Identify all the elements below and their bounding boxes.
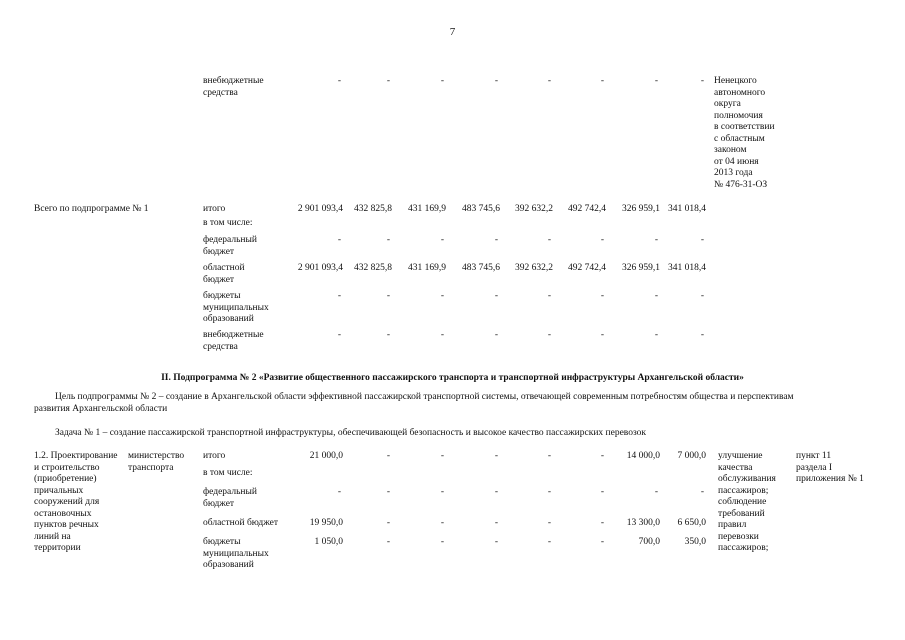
total-value-col-6: - xyxy=(600,330,604,340)
item-value-col-2: - xyxy=(386,537,390,547)
note-line: автономного xyxy=(714,87,766,98)
result-line: соблюдение xyxy=(718,497,767,507)
total-value-col-5: 392 632,2 xyxy=(515,263,553,273)
total-value-col-6: - xyxy=(600,291,604,301)
total-value-col-5: - xyxy=(547,235,551,245)
result-line: улучшение xyxy=(718,451,763,461)
total-value-col-5: 392 632,2 xyxy=(515,204,553,214)
funding-source-label: средства xyxy=(203,341,238,352)
total-value-col-7: - xyxy=(654,330,658,340)
note-line: от 04 июня xyxy=(714,156,759,167)
total-value-col-4: - xyxy=(494,330,498,340)
item-value-col-2: - xyxy=(386,451,390,461)
extrabudget-value-col-5: - xyxy=(547,76,551,86)
reference-line: пункт 11 xyxy=(796,451,832,461)
item-value-col-7: 14 000,0 xyxy=(626,451,660,461)
reference-line: приложения № 1 xyxy=(796,474,864,484)
total-value-col-8: - xyxy=(700,291,704,301)
funding-source-label: федеральный xyxy=(203,487,257,497)
total-value-col-8: 341 018,4 xyxy=(668,263,706,273)
note-line: Ненецкого xyxy=(714,76,757,86)
total-value-col-3: - xyxy=(440,330,444,340)
total-value-col-6: 492 742,4 xyxy=(568,204,606,214)
page-number: 7 xyxy=(449,26,456,38)
total-value-col-2: 432 825,8 xyxy=(354,204,392,214)
item-value-col-6: - xyxy=(600,487,604,497)
result-line: требований xyxy=(718,508,765,519)
item-value-col-3: - xyxy=(440,451,444,461)
funding-source-label: образований xyxy=(203,314,254,324)
item-name-line: остановочных xyxy=(34,508,92,519)
result-line: обслуживания xyxy=(718,474,776,484)
total-label: Всего по подпрограмме № 1 xyxy=(34,204,149,214)
funding-source-label: итого xyxy=(203,204,226,214)
item-value-col-6: - xyxy=(600,537,604,547)
item-value-col-7: - xyxy=(654,487,658,497)
executor-line: министерство xyxy=(128,451,185,461)
section-2-title: II. Подпрограмма № 2 «Развитие общественного пассажирского транспорта и транспортной инфраструктуры Архангельской области» xyxy=(161,373,744,383)
reference-line: раздела I xyxy=(796,462,833,473)
total-value-col-8: 341 018,4 xyxy=(668,204,706,214)
funding-source-label: внебюджетные xyxy=(203,330,264,340)
extrabudget-value-col-2: - xyxy=(386,76,390,86)
total-value-col-6: - xyxy=(600,235,604,245)
item-name-line: (приобретение) xyxy=(34,474,97,484)
item-value-col-8: - xyxy=(700,487,704,497)
funding-source-label: средства xyxy=(203,87,238,98)
extrabudget-value-col-6: - xyxy=(600,76,604,86)
item-value-col-8: 7 000,0 xyxy=(677,451,706,461)
total-value-col-5: - xyxy=(547,330,551,340)
total-value-col-3: 431 169,9 xyxy=(408,263,446,273)
total-value-col-5: - xyxy=(547,291,551,301)
extrabudget-value-col-1: - xyxy=(337,76,341,86)
total-value-col-4: 483 745,6 xyxy=(462,204,500,214)
item-value-col-7: 13 300,0 xyxy=(626,518,660,528)
item-value-col-3: - xyxy=(440,487,444,497)
result-line: перевозки xyxy=(718,531,759,542)
funding-source-label: итого xyxy=(203,451,226,461)
item-value-col-3: - xyxy=(440,518,444,528)
total-value-col-2: 432 825,8 xyxy=(354,263,392,273)
total-value-col-1: 2 901 093,4 xyxy=(297,263,343,273)
funding-source-label: внебюджетные xyxy=(203,76,264,86)
total-value-col-2: - xyxy=(386,291,390,301)
item-value-col-2: - xyxy=(386,518,390,528)
note-line: с областным xyxy=(714,133,765,144)
item-name-line: сооружений для xyxy=(34,497,100,507)
note-line: в соответствии xyxy=(714,122,775,132)
total-value-col-3: - xyxy=(440,291,444,301)
item-value-col-8: 350,0 xyxy=(684,537,706,547)
total-value-col-8: - xyxy=(700,235,704,245)
extrabudget-value-col-7: - xyxy=(654,76,658,86)
total-value-col-2: - xyxy=(386,330,390,340)
item-value-col-6: - xyxy=(600,518,604,528)
extrabudget-value-col-8: - xyxy=(700,76,704,86)
item-value-col-6: - xyxy=(600,451,604,461)
total-value-col-4: - xyxy=(494,235,498,245)
item-name-line: 1.2. Проектирование xyxy=(34,451,118,461)
total-value-col-4: - xyxy=(494,291,498,301)
item-value-col-5: - xyxy=(547,487,551,497)
funding-source-label: областной бюджет xyxy=(203,518,279,528)
goal-line-2: развития Архангельской области xyxy=(34,404,168,414)
total-value-col-6: 492 742,4 xyxy=(568,263,606,273)
note-line: № 476-31-ОЗ xyxy=(714,179,768,190)
item-name-line: пунктов речных xyxy=(34,520,99,530)
total-value-col-7: 326 959,1 xyxy=(622,204,660,214)
item-value-col-5: - xyxy=(547,518,551,528)
funding-source-label: бюджет xyxy=(203,498,235,509)
total-value-col-7: - xyxy=(654,291,658,301)
note-line: полномочия xyxy=(714,110,763,121)
item-value-col-1: - xyxy=(337,487,341,497)
funding-source-label: в том числе: xyxy=(203,218,253,228)
result-line: качества xyxy=(718,462,753,473)
item-value-col-3: - xyxy=(440,537,444,547)
funding-source-label: образований xyxy=(203,560,254,570)
result-line: правил xyxy=(718,520,747,530)
item-name-line: линий на xyxy=(34,531,71,542)
item-value-col-4: - xyxy=(494,537,498,547)
item-value-col-1: 21 000,0 xyxy=(309,451,343,461)
task-1: Задача № 1 – создание пассажирской транспортной инфраструктуры, обеспечивающей безопасность и высокое качество пассажирских перевозок xyxy=(55,428,647,438)
total-value-col-3: 431 169,9 xyxy=(408,204,446,214)
funding-source-label: в том числе: xyxy=(203,468,253,478)
item-value-col-7: 700,0 xyxy=(638,537,660,547)
item-value-col-5: - xyxy=(547,537,551,547)
total-value-col-1: - xyxy=(337,291,341,301)
item-value-col-8: 6 650,0 xyxy=(677,518,706,528)
item-value-col-1: 1 050,0 xyxy=(314,537,343,547)
extrabudget-value-col-3: - xyxy=(440,76,444,86)
total-value-col-4: 483 745,6 xyxy=(462,263,500,273)
total-value-col-7: - xyxy=(654,235,658,245)
item-name-line: территории xyxy=(34,543,81,553)
funding-source-label: муниципальных xyxy=(203,302,269,313)
funding-source-label: бюджеты xyxy=(203,537,241,547)
item-name-line: причальных xyxy=(34,485,84,496)
total-value-col-3: - xyxy=(440,235,444,245)
total-value-col-1: - xyxy=(337,235,341,245)
total-value-col-7: 326 959,1 xyxy=(622,263,660,273)
note-line: законом xyxy=(714,145,747,155)
goal-line-1: Цель подпрограммы № 2 – создание в Архангельской области эффективной пассажирской транспортной системы, отвечающей современным потребностям общества и перспективам xyxy=(55,392,794,402)
item-name-line: и строительство xyxy=(34,462,100,473)
funding-source-label: бюджеты xyxy=(203,291,241,301)
item-value-col-5: - xyxy=(547,451,551,461)
funding-source-label: бюджет xyxy=(203,274,235,285)
funding-source-label: муниципальных xyxy=(203,548,269,559)
total-value-col-1: - xyxy=(337,330,341,340)
total-value-col-2: - xyxy=(386,235,390,245)
result-line: пассажиров; xyxy=(718,543,769,553)
executor-line: транспорта xyxy=(128,462,174,473)
total-value-col-8: - xyxy=(700,330,704,340)
funding-source-label: областной xyxy=(203,263,245,273)
item-value-col-1: 19 950,0 xyxy=(309,518,343,528)
item-value-col-4: - xyxy=(494,518,498,528)
item-value-col-4: - xyxy=(494,487,498,497)
note-line: округа xyxy=(714,99,741,109)
extrabudget-value-col-4: - xyxy=(494,76,498,86)
funding-source-label: федеральный xyxy=(203,235,257,245)
note-line: 2013 года xyxy=(714,168,753,178)
item-value-col-2: - xyxy=(386,487,390,497)
result-line: пассажиров; xyxy=(718,485,769,496)
item-value-col-4: - xyxy=(494,451,498,461)
total-value-col-1: 2 901 093,4 xyxy=(297,204,343,214)
funding-source-label: бюджет xyxy=(203,246,235,257)
